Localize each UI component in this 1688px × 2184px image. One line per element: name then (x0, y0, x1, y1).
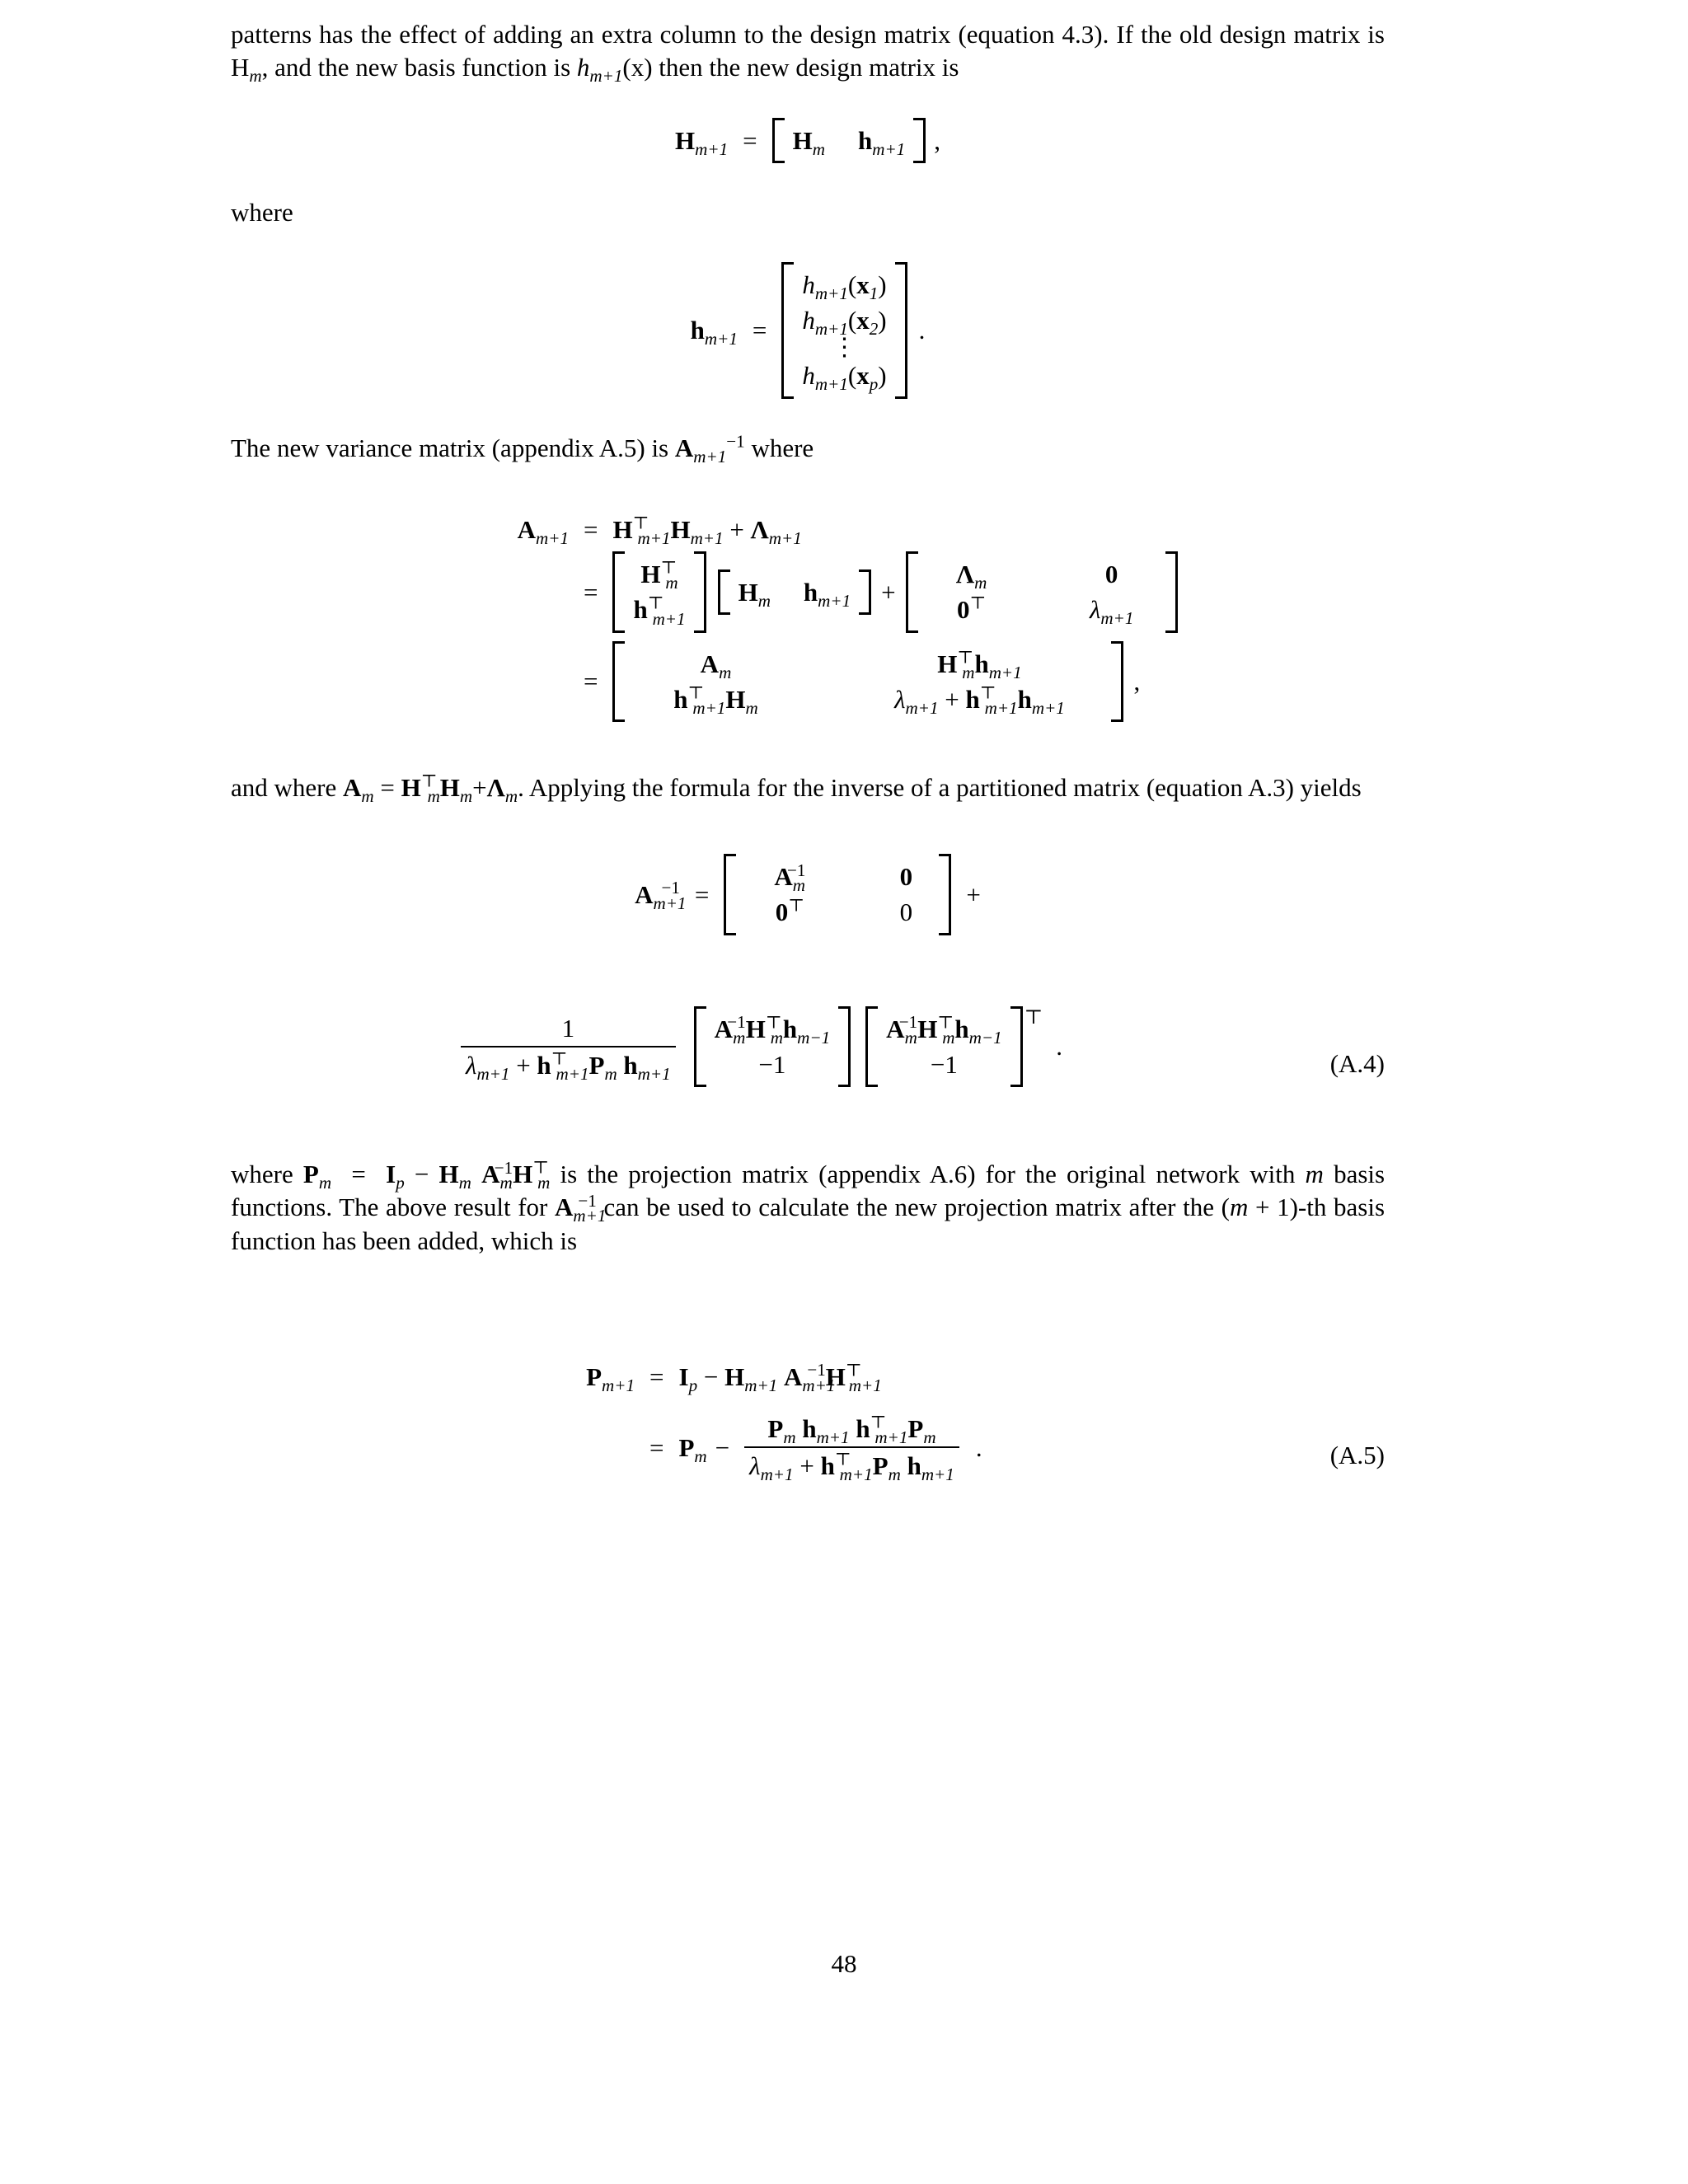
eq-A-row-bracket: $H_m$ $h_{m+1}$ (718, 569, 872, 615)
eq-design-entry-0: $H_m$ (792, 125, 825, 159)
eq-A-col-bracket: $H^⊤_m$ $h^⊤_{m+1}$ (612, 551, 706, 632)
eq-design-lhs: $H_{m+1}$ (675, 125, 729, 159)
eq-hvec-row-0: $h_{m+1}(x_1)$ (802, 270, 887, 304)
paragraph-variance (231, 432, 1385, 465)
para-h-sub: m+1 (589, 66, 623, 87)
eq-A-relation-3: = (584, 667, 598, 696)
page-number: 48 (831, 1949, 857, 1978)
para4-e: m (1229, 1193, 1249, 1222)
eq-P-lhs: $P_{m+1}$ (586, 1361, 635, 1395)
eq-A4-vector-1: $A_m^{-1}H^⊤_mh_{m-1}$ −1 (694, 1006, 851, 1087)
paragraph-partitioned (231, 771, 1385, 807)
inline-P-def: $P_m = I_p - H_m$ $A_m^{-1}H^⊤_m$ (302, 1157, 551, 1193)
eq-P-rhs-2: $P_m$ − $\frac{P_m h_{m+1} h^⊤_{m+1}P_m}{\lambda_{m+1} + h^⊤_{m+1}P_m h_{m+1}}$ . (678, 1412, 982, 1485)
eq-hvec-relation: = (752, 316, 767, 345)
para-text-1b: , and the new basis function is (261, 53, 577, 82)
equation-A4-wrap (231, 1006, 1385, 1087)
eq-A-line-3 (379, 641, 1385, 722)
para2-post: where (744, 433, 814, 462)
eq-design-matrix-bracket (772, 118, 926, 163)
eq-P-numerator: $P_m$ $h_{m+1}$ $h^⊤_{m+1}P_m$ (767, 1412, 936, 1448)
para3-pre: and where (231, 772, 343, 802)
eq-Ainv-plus: + (966, 879, 981, 909)
para-text-1: patterns has the effect of adding an extra column to the design matrix (equation 4.3). If the old design matrix is H (231, 20, 1385, 82)
equation-design-matrix (231, 118, 1385, 163)
eq-A4-fraction (454, 1013, 682, 1084)
eq-P-relation-2: = (649, 1432, 664, 1462)
eq-Ainv-relation: = (694, 879, 710, 909)
equation-A-block (231, 514, 1385, 722)
eq-hvec-lhs: $h_{m+1}$ (690, 316, 738, 349)
eq-hvec-bracket (781, 262, 907, 399)
eq-design-relation: = (743, 125, 757, 155)
eq-A-line-2: = $H^⊤_m$ $h^⊤_{m+1}$ $H_m$ $h_{m+1}$ + $\Lambda_m$ 0 0⊤ $\lambda_{m+1}$ (379, 551, 1385, 632)
eq-design-trailer: , (934, 125, 940, 155)
equation-A-inverse-line1 (231, 854, 1385, 935)
eq-hvec-row-dots: ⋮ (832, 334, 857, 362)
eq-Ainv-bracket: $A_m^{-1}$ 0 0⊤ 0 (724, 854, 951, 935)
page-content (231, 18, 1386, 1485)
para4-b: is the projection matrix (appendix A.6) for the original network with (550, 1159, 1306, 1188)
eq-hvec-row-1: $h_{m+1}(x_2)$ (802, 306, 887, 340)
eq-design-entry-1: $h_{m+1}$ (857, 125, 906, 159)
para4-c: basis functions. The above result for (231, 1159, 1386, 1222)
para4-m: m (1305, 1159, 1324, 1188)
eq-A-line-1 (379, 513, 1385, 549)
eq-A4-period: . (1056, 1032, 1062, 1062)
equation-number-a5: (A.5) (1329, 1440, 1385, 1469)
para-h: h (576, 53, 590, 82)
eq-A-partitioned-bracket: $A_m$ $H^⊤_mh_{m+1}$ $h^⊤_{m+1}H_m$ $\lambda_{m+1} + h^⊤_{m+1}h_{m+1}$ (612, 641, 1123, 722)
para4-f: + 1)-th basis function has been added, which is (231, 1193, 1386, 1255)
equation-A4 (231, 1006, 1385, 1087)
equation-h-vector (231, 262, 1385, 399)
eq-A4-vector-2: $A_m^{-1}H^⊤_mh_{m-1}$ −1 (865, 1006, 1023, 1087)
eq-P-line-1 (478, 1360, 1385, 1395)
paragraph-where: where (231, 197, 293, 227)
para3-post: . Applying the formula for the inverse of a partitioned matrix (equation A.3) yields (518, 772, 1362, 802)
eq-hvec-row-3: $h_{m+1}(x_p)$ (802, 361, 887, 395)
eq-P-rhs-1: $I_p - H_{m+1}$ $A_{m+1}^{-1}H^⊤_{m+1}$ (678, 1360, 882, 1395)
eq-A4-numerator: 1 (561, 1013, 575, 1043)
eq-A4-transpose: ⊤ (1024, 1006, 1043, 1029)
inline-A-def: $A_m = H^⊤_mH_m+\Lambda_m$ (343, 771, 518, 807)
eq-P-line-2 (478, 1412, 1385, 1485)
eq-A4-denominator: $\lambda_{m+1} + h^⊤_{m+1}P_m$ $h_{m+1}$ (461, 1046, 676, 1080)
para4-a: where (231, 1159, 303, 1188)
para-text-1c: (x) then the new design matrix is (622, 53, 959, 82)
eq-A-relation-2: = (584, 577, 598, 607)
equation-P-block (231, 1360, 1385, 1485)
equation-number-a4: (A.4) (1329, 1048, 1385, 1078)
eq-P-fraction (738, 1412, 966, 1485)
eq-Ainv-lhs: $A_{m+1}^{-1}$ (635, 878, 687, 913)
para-sub-m: m (249, 66, 262, 87)
paragraph-projection (231, 1158, 1385, 1258)
eq-A-lhs: $A_{m+1}$ (517, 514, 569, 549)
para2-pre: The new variance matrix (appendix A.5) is (231, 433, 675, 462)
paragraph-intro (231, 18, 1385, 85)
eq-hvec-trailer: . (918, 316, 926, 345)
eq-P-period: . (975, 1432, 982, 1462)
inline-A-inverse: $A_{m+1}^{-1}$ (674, 431, 745, 466)
equation-A5-wrap (231, 1360, 1385, 1485)
eq-A-rhs-1: $H^⊤_{m+1}H_{m+1} + \Lambda_{m+1}$ (612, 513, 802, 549)
eq-P-denominator: $\lambda_{m+1} + h^⊤_{m+1}P_m$ $h_{m+1}$ (744, 1446, 959, 1481)
eq-A-trailer: , (1133, 667, 1141, 696)
eq-A-lambda-bracket: $\Lambda_m$ 0 0⊤ $\lambda_{m+1}$ (906, 551, 1178, 632)
inline-A-inverse-2: $A_{m+1}^{-1}$ (555, 1190, 607, 1226)
eq-A-relation-1: = (584, 514, 598, 544)
para4-d: can be used to calculate the new projection matrix after the ( (596, 1193, 1230, 1222)
eq-P-relation-1: = (649, 1361, 664, 1391)
